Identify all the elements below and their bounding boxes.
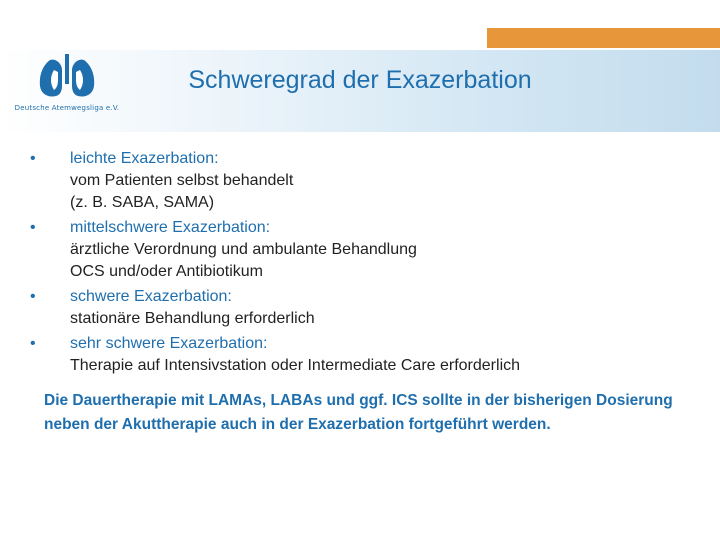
page-title: Schweregrad der Exazerbation [188, 66, 532, 94]
bullet-heading: schwere Exazerbation: [70, 288, 232, 305]
bullet-heading: mittelschwere Exazerbation: [70, 219, 271, 236]
bullet-heading: sehr schwere Exazerbation: [70, 335, 268, 352]
conclusion-text: Die Dauertherapie mit LAMAs, LABAs und ggf. ICS sollte in der bisherigen Dosierung neben der Akuttherapie auch in der Exazerbation fortgeführt werden. [44, 392, 673, 433]
list-item [30, 333, 700, 377]
logo-caption: Deutsche Atemwegsliga e.V. [14, 104, 120, 112]
bullet-detail: Therapie auf Intensivstation oder Intermediate Care erforderlich [70, 357, 521, 374]
bullet-heading: leichte Exazerbation: [70, 150, 219, 167]
lungs-logo-icon [12, 52, 122, 102]
bullet-detail: stationäre Behandlung erforderlich [70, 310, 315, 327]
list-item [30, 148, 700, 214]
slide-content [30, 148, 700, 437]
bullet-icon: • [30, 219, 36, 236]
organization-logo [12, 52, 122, 118]
list-item [30, 217, 700, 283]
list-item [30, 286, 700, 330]
severity-list [30, 148, 700, 377]
bullet-icon: • [30, 335, 36, 352]
header-accent-bar [487, 28, 720, 48]
bullet-detail: (z. B. SABA, SAMA) [70, 194, 215, 211]
bullet-detail: vom Patienten selbst behandelt [70, 172, 294, 189]
bullet-icon: • [30, 288, 36, 305]
bullet-icon: • [30, 150, 36, 167]
bullet-detail: ärztliche Verordnung und ambulante Behandlung [70, 241, 417, 258]
bullet-detail: OCS und/oder Antibiotikum [70, 263, 263, 280]
